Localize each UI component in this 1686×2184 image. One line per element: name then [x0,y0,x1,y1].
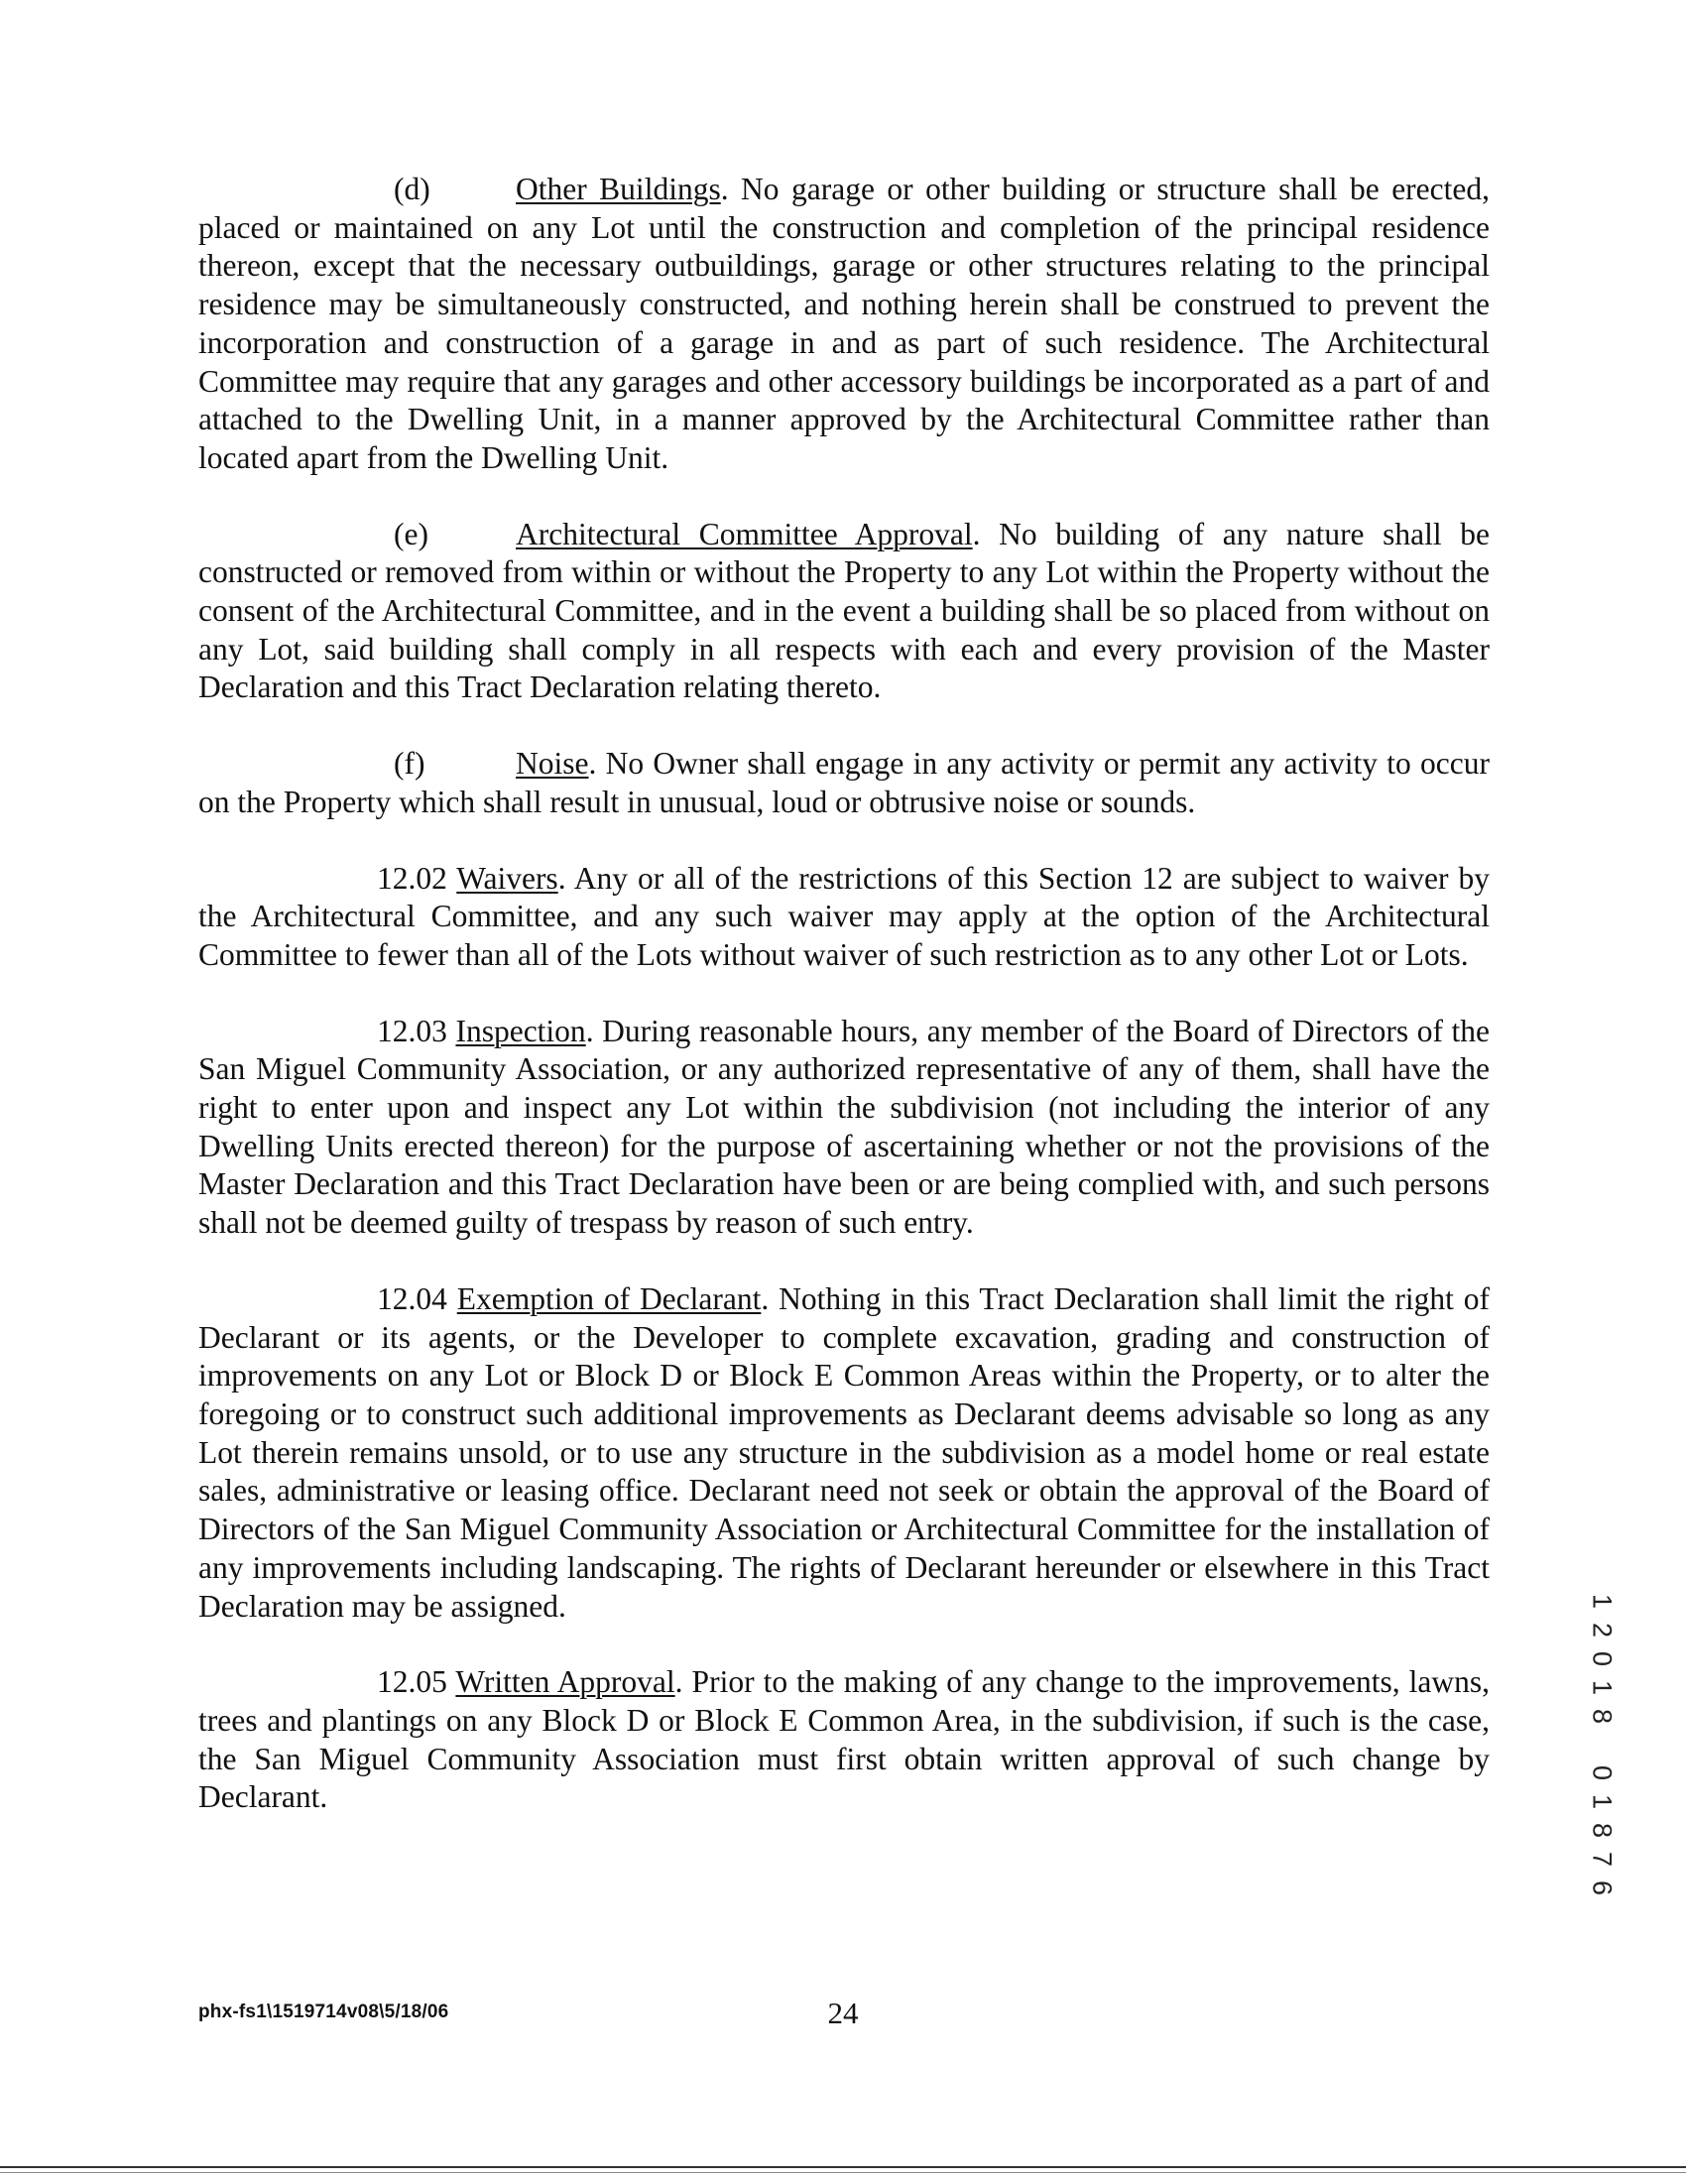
section-title: Waivers [456,860,558,896]
section-text: . Any or all of the restrictions of this Section 12 are subject to waiver by the Architectural Committee, and any such waiver may apply at the option of the Architectural Committee to fewer than all of the Lots without waiver of such restriction as to any other Lot or Lots. [198,860,1490,972]
recording-number-stamp [1587,1587,1617,1902]
stamp-digit: 1 [1587,1593,1618,1610]
stamp-digit: 1 [1587,1793,1618,1810]
stamp-digit: 8 [1587,1708,1618,1725]
paragraph-noise [198,745,1490,821]
section-text: . During reasonable hours, any member of the Board of Directors of the San Miguel Community Association, or any authorized representative of any of them, shall have the right to enter upon and inspect any Lot within the subdivision (not including the interior of any Dwelling Units erected thereon) for the purpose of ascertaining whether or not the provisions of the Master Declaration and this Tract Declaration have been or are being complied with, and such persons shall not be deemed guilty of trespass by reason of such entry. [198,1013,1491,1241]
subsection-text: . No garage or other building or structure shall be erected, placed or maintained on any Lot until the construction and completion of the principal residence thereon, except that the necessary outbuildings, garage or other structures relating to the principal residence may be simultaneously constructed, and nothing herein shall be construed to prevent the incorporation and construction of a garage in and as part of such residence. The Architectural Committee may require that any garages and other accessory buildings be incorporated as a part of and attached to the Dwelling Unit, in a manner approved by the Architectural Committee rather than located apart from the Dwelling Unit. [198,172,1490,475]
stamp-digit: 2 [1587,1622,1618,1638]
subsection-label: (d) [394,172,430,206]
stamp-digit: 6 [1587,1880,1618,1896]
scan-edge-line [0,2172,1686,2173]
stamp-digit: 0 [1587,1650,1618,1667]
page-number: 24 [827,1996,859,2030]
subsection-title: Noise [516,746,589,782]
paragraph-waivers [198,860,1490,975]
document-id: phx-fs1\1519714v08\5/18/06 [198,2002,449,2022]
section-number: 12.03 [377,1013,447,1048]
section-title: Exemption of Declarant [456,1280,762,1316]
stamp-digit: 0 [1587,1764,1618,1781]
section-number: 12.04 [377,1280,447,1316]
section-number: 12.05 [377,1664,447,1700]
section-number: 12.02 [377,860,447,896]
paragraph-inspection [198,1013,1490,1243]
subsection-title: Other Buildings [516,172,721,206]
subsection-title: Architectural Committee Approval [516,516,973,551]
scan-edge-line [0,2166,1686,2168]
subsection-label: (e) [394,516,428,551]
paragraph-other-buildings [198,171,1490,478]
paragraph-written-approval [198,1663,1490,1817]
stamp-digit: 8 [1587,1822,1618,1839]
stamp-digit: 1 [1587,1679,1618,1696]
section-title: Written Approval [455,1664,675,1700]
section-text: . Nothing in this Tract Declaration shall limit the right of Declarant or its agents, or the Developer to complete excavation, grading and construction of improvements on any Lot or Block D or Block E Common Areas within the Property, or to alter the foregoing or to construct such additional improvements as Declarant deems advisable so long as any Lot therein remains unsold, or to use any structure in the subdivision as a model home or real estate sales, administrative or leasing office. Declarant need not seek or obtain the approval of the Board of Directors of the San Miguel Community Association or Architectural Committee for the installation of any improvements including landscaping. The rights of Declarant hereunder or elsewhere in this Tract Declaration may be assigned. [198,1280,1491,1624]
paragraph-exemption-of-declarant [198,1280,1490,1626]
subsection-text: . No building of any nature shall be constructed or removed from within or without the Property to any Lot within the Property without the consent of the Architectural Committee, and in the event a building shall be so placed from without on any Lot, said building shall comply in all respects with each and every provision of the Master Declaration and this Tract Declaration relating thereto. [198,516,1491,705]
paragraph-architectural-committee-approval [198,516,1490,708]
subsection-text: . No Owner shall engage in any activity or permit any activity to occur on the Property which shall result in unusual, loud or obtrusive noise or sounds. [198,746,1490,819]
subsection-label: (f) [394,746,425,782]
section-title: Inspection [455,1013,586,1048]
document-body [198,171,1490,1817]
stamp-digit: 7 [1587,1851,1618,1868]
section-text: . Prior to the making of any change to the improvements, lawns, trees and plantings on any Block D or Block E Common Area, in the subdivision, if such is the case, the San Miguel Community Association must first obtain written approval of such change by Declarant. [198,1664,1490,1815]
